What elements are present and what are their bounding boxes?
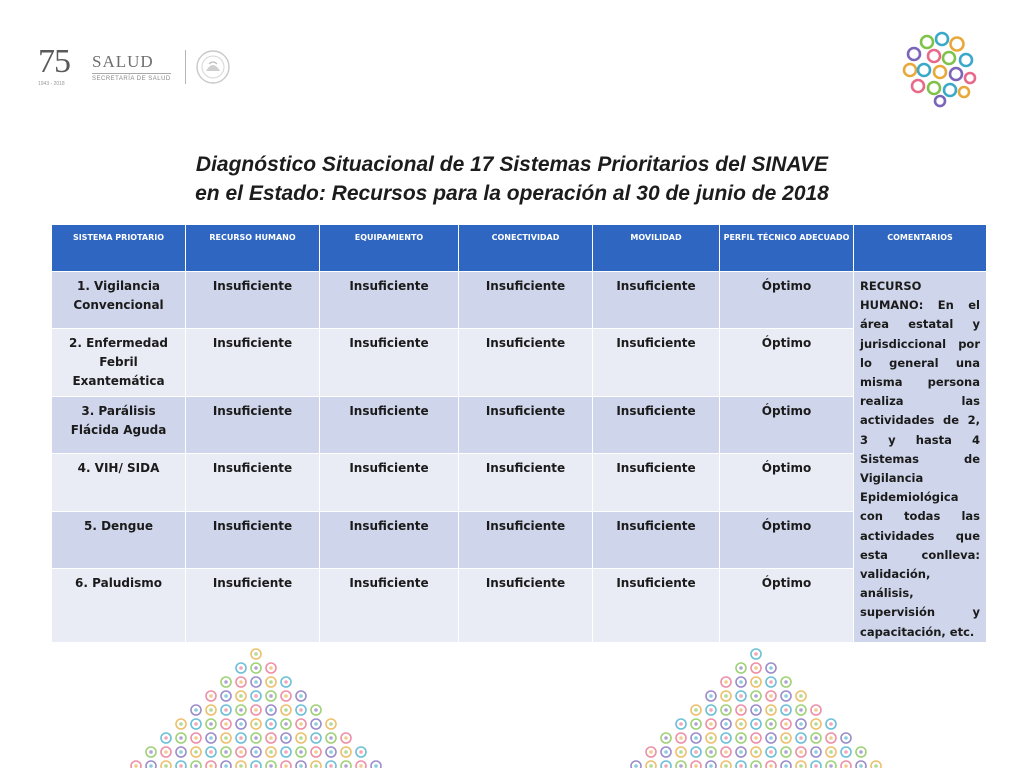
cell-perfil: Óptimo — [720, 397, 854, 454]
title-line-1: Diagnóstico Situacional de 17 Sistemas Prioritarios del SINAVE — [195, 153, 829, 176]
cell-perfil: Óptimo — [720, 328, 854, 396]
cell-movilidad: Insuficiente — [593, 272, 720, 329]
table-row — [52, 397, 987, 454]
cell-movilidad: Insuficiente — [593, 397, 720, 454]
cell-conectividad: Insuficiente — [459, 454, 593, 512]
cell-perfil: Óptimo — [720, 454, 854, 512]
cell-conectividad: Insuficiente — [459, 397, 593, 454]
cell-movilidad: Insuficiente — [593, 454, 720, 512]
cell-recurso-humano: Insuficiente — [186, 397, 320, 454]
cell-equipamiento: Insuficiente — [320, 454, 459, 512]
anniversary-number: 75 — [38, 43, 70, 80]
decorative-ring-cluster-icon — [900, 30, 980, 108]
brand-subtitle: SECRETARÍA DE SALUD — [92, 73, 171, 82]
cell-recurso-humano: Insuficiente — [186, 512, 320, 569]
cell-equipamiento: Insuficiente — [320, 328, 459, 396]
cell-recurso-humano: Insuficiente — [186, 569, 320, 643]
cell-sistema: 1. Vigilancia Convencional — [52, 272, 186, 329]
table-row — [52, 454, 987, 512]
table-header-row — [52, 225, 987, 272]
header-logos — [38, 44, 231, 90]
cell-sistema: 5. Dengue — [52, 512, 186, 569]
header-movilidad: MOVILIDAD — [593, 225, 720, 272]
logo-divider — [185, 50, 186, 84]
cell-conectividad: Insuficiente — [459, 569, 593, 643]
header-recurso-humano: RECURSO HUMANO — [186, 225, 320, 272]
anniversary-logo — [38, 43, 84, 87]
cell-recurso-humano: Insuficiente — [186, 454, 320, 512]
cell-movilidad: Insuficiente — [593, 512, 720, 569]
cell-perfil: Óptimo — [720, 272, 854, 329]
priority-systems-table — [51, 224, 987, 643]
cell-perfil: Óptimo — [720, 512, 854, 569]
cell-equipamiento: Insuficiente — [320, 397, 459, 454]
cell-sistema: 4. VIH/ SIDA — [52, 454, 186, 512]
cell-conectividad: Insuficiente — [459, 328, 593, 396]
comments-cell — [854, 272, 987, 643]
header-comentarios: COMENTARIOS — [854, 225, 987, 272]
table-row — [52, 512, 987, 569]
cell-conectividad: Insuficiente — [459, 512, 593, 569]
cell-sistema: 6. Paludismo — [52, 569, 186, 643]
salud-logo — [92, 53, 171, 82]
table-row — [52, 272, 987, 329]
cell-recurso-humano: Insuficiente — [186, 328, 320, 396]
comment-body: En el área estatal y jurisdiccional por lo general una misma persona realiza las actividades de 2, 3 y hasta 4 Sistemas de Vigilancia Epidemiológica con todas las actividades que esta conlleva: validación, análisis, supervisión y capacitación, etc. — [860, 298, 980, 639]
anniversary-years: 1943 - 2018 — [38, 81, 65, 87]
title-line-2: en el Estado: Recursos para la operación al 30 de junio de 2018 — [195, 182, 829, 205]
cell-movilidad: Insuficiente — [593, 328, 720, 396]
cell-perfil: Óptimo — [720, 569, 854, 643]
header-perfil: PERFIL TÉCNICO ADECUADO — [720, 225, 854, 272]
mexico-coat-of-arms-icon — [195, 49, 231, 85]
cell-sistema: 3. Parálisis Flácida Aguda — [52, 397, 186, 454]
table-row — [52, 569, 987, 643]
cell-conectividad: Insuficiente — [459, 272, 593, 329]
cell-equipamiento: Insuficiente — [320, 569, 459, 643]
cell-equipamiento: Insuficiente — [320, 272, 459, 329]
header-conectividad: CONECTIVIDAD — [459, 225, 593, 272]
decorative-ring-pattern-icon — [0, 640, 1024, 768]
header-equipamiento: EQUIPAMIENTO — [320, 225, 459, 272]
page-title — [100, 150, 924, 208]
cell-equipamiento: Insuficiente — [320, 512, 459, 569]
header-sistema: SISTEMA PRIOTARIO — [52, 225, 186, 272]
comment-lead: RECURSO HUMANO: — [860, 279, 924, 313]
cell-movilidad: Insuficiente — [593, 569, 720, 643]
table-row — [52, 328, 987, 396]
cell-sistema: 2. Enfermedad Febril Exantemática — [52, 328, 186, 396]
brand-name: SALUD — [92, 51, 154, 71]
cell-recurso-humano: Insuficiente — [186, 272, 320, 329]
